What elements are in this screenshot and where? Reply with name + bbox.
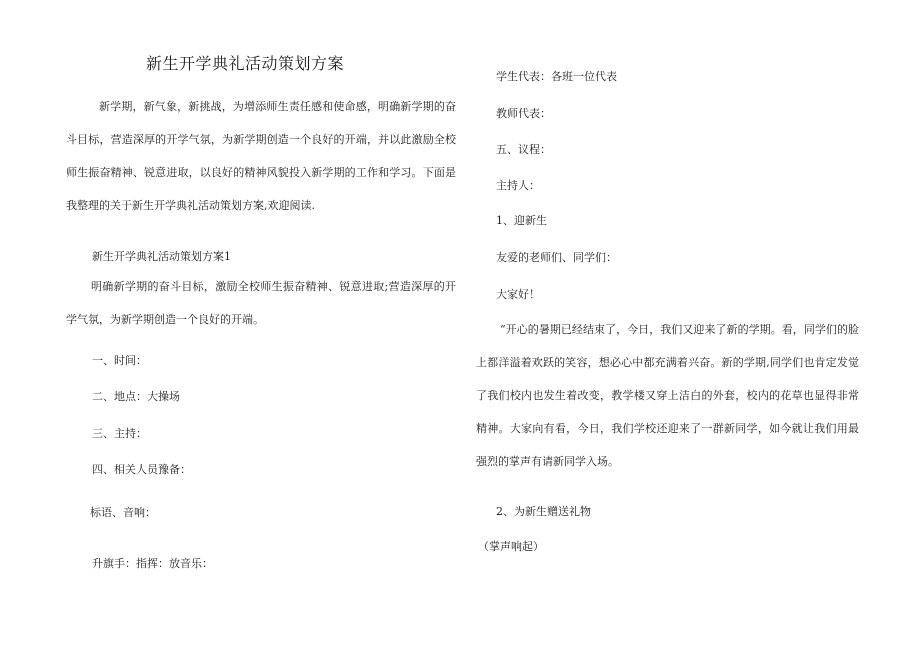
speech-greeting: 友爱的老师们、同学们： bbox=[496, 251, 617, 264]
intro-paragraph: 新学期，新气象，新挑战，为增添师生责任感和使命感，明确新学期的奋斗目标，营造深厚的开学气氛，为新学期创造一个良好的开端，并以此激励全校师生振奋精神、锐意进取，以良好的精神风貌投入新学期的工作和学习。下面是我整理的关于新生开学典礼活动策划方案,欢迎阅读. bbox=[66, 100, 456, 212]
agenda-item-gifts: 2、为新生赠送礼物 bbox=[496, 505, 591, 518]
purpose-paragraph: 明确新学期的奋斗目标，激励全校师生振奋精神、锐意进取;营造深厚的开学气氛，为新学期创造一个良好的开端。 bbox=[66, 280, 456, 326]
student-representative: 学生代表：各班一位代表 bbox=[496, 70, 617, 83]
stage-direction-applause: （掌声响起） bbox=[478, 540, 544, 553]
moderator-label: 主持人： bbox=[496, 179, 540, 192]
section-place: 二、地点：大操场 bbox=[92, 390, 180, 403]
section-host: 三、主持： bbox=[92, 427, 147, 440]
teacher-representative: 教师代表： bbox=[496, 107, 551, 120]
flag-items: 升旗手：指挥：放音乐： bbox=[92, 557, 213, 570]
agenda-item-welcome: 1、迎新生 bbox=[496, 214, 547, 227]
section-agenda: 五、议程： bbox=[496, 143, 551, 156]
document-title: 新生开学典礼活动策划方案 bbox=[146, 54, 345, 73]
speech-paragraph: “开心的暑期已经结束了，今日，我们又迎来了新的学期。看，同学们的脸上都洋溢着欢跃的笑容，想必心中都充满着兴奋。新的学期,同学们也肯定发觉了我们校内也发生着改变，教学楼又穿上洁白的外套，校内的花草也显得非常精神。大家向有看，今日，我们学校还迎来了一群新同学，如今就让我们用最强烈的掌声有请新同学入场。 bbox=[476, 323, 859, 468]
plan-heading: 新生开学典礼活动策划方案1 bbox=[92, 250, 231, 263]
speech-hello: 大家好！ bbox=[496, 288, 540, 301]
section-time: 一、时间： bbox=[92, 354, 147, 367]
section-preparation: 四、相关人员豫备： bbox=[92, 463, 191, 476]
banner-audio-item: 标语、音响： bbox=[90, 506, 156, 519]
